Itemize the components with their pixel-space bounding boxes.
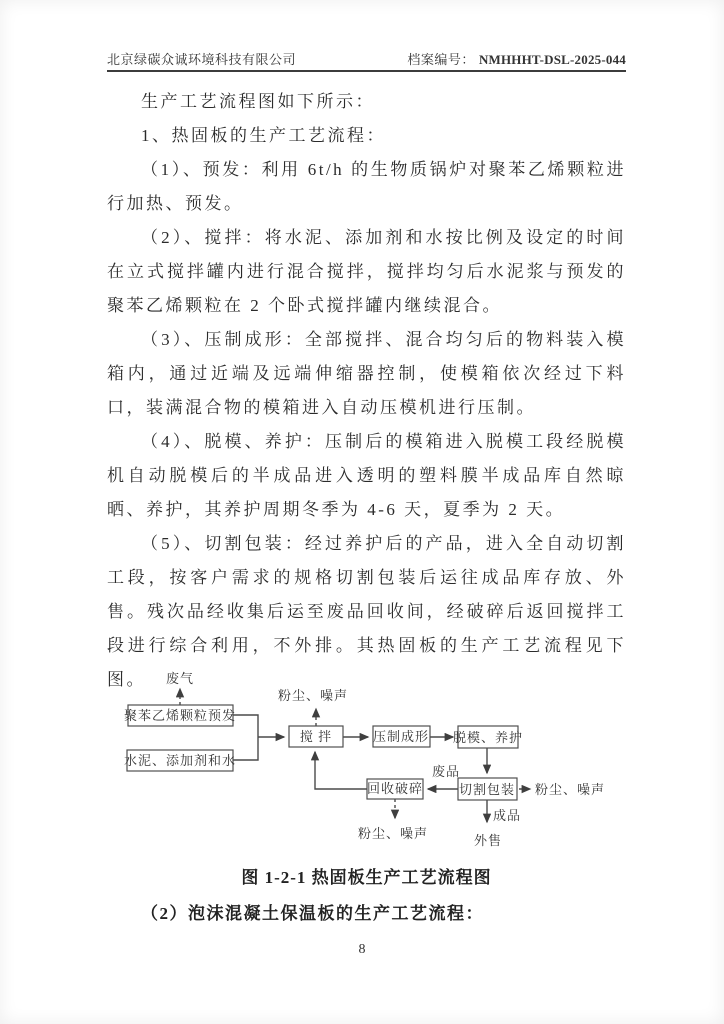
edge-inputs-merge — [233, 715, 258, 760]
body-text — [107, 85, 626, 697]
paragraph-intro: 生产工艺流程图如下所示： — [141, 92, 375, 111]
paragraph-section-1: 1、热固板的生产工艺流程： — [141, 126, 386, 145]
node-cutting — [458, 778, 517, 800]
company-name: 北京绿碳众诚环境科技有限公司 — [107, 52, 297, 67]
label-dust-noise-top: 粉尘、噪声 — [277, 688, 349, 703]
next-section-heading: （2）泡沫混凝土保温板的生产工艺流程： — [141, 904, 484, 923]
paragraph-step-1: （1）、预发：利用 6t/h 的生物质锅炉对聚苯乙烯颗粒进行加热、预发。 — [107, 160, 626, 213]
svg-text:聚苯乙烯颗粒预发: 聚苯乙烯颗粒预发 — [123, 708, 237, 723]
node-materials — [124, 750, 236, 771]
paragraph-step-3: （3）、压制成形：全部搅拌、混合均匀后的物料装入模箱内，通过近端及远端伸缩器控制，使模箱依次经过下料口，装满混合物的模箱进入自动压模机进行压制。 — [107, 330, 626, 417]
page-header — [107, 49, 626, 68]
label-waste-gas: 废气 — [165, 671, 195, 686]
node-demolding — [453, 726, 523, 748]
paragraph-step-5: （5）、切割包装：经过养护后的产品，进入全自动切割工段，按客户需求的规格切割包装后运往成品库存放、外售。残次品经收集后运至废品回收间，经破碎后返回搅拌工段进行综合利用，不外排。其热固板的生产工艺流程见下图。 — [107, 534, 626, 689]
header-divider — [107, 70, 626, 72]
label-scrap: 废品 — [431, 764, 461, 779]
svg-text:回收破碎: 回收破碎 — [366, 781, 424, 796]
label-dust-noise-right: 粉尘、噪声 — [535, 782, 606, 797]
svg-text:脱模、养护: 脱模、养护 — [452, 730, 524, 745]
paragraph-step-2: （2）、搅拌：将水泥、添加剂和水按比例及设定的时间在立式搅拌罐内进行混合搅拌，搅拌均匀后水泥浆与预发的聚苯乙烯颗粒在 2 个卧式搅拌罐内继续混合。 — [107, 228, 626, 315]
process-flowchart — [95, 655, 625, 855]
svg-text:压制成形: 压制成形 — [372, 729, 430, 744]
label-dust-noise-bottom: 粉尘、噪声 — [357, 826, 429, 841]
label-finished-product: 成品 — [493, 808, 522, 823]
node-recycling — [367, 779, 423, 799]
archive-number-value: NMHHHT-DSL-2025-044 — [478, 52, 626, 67]
archive-number-label: 档案编号： — [407, 52, 475, 67]
svg-text:水泥、添加剂和水: 水泥、添加剂和水 — [123, 753, 237, 768]
node-pressing — [373, 726, 430, 747]
archive-number — [407, 49, 626, 68]
node-mixing — [289, 726, 343, 747]
figure-caption: 图 1-2-1 热固板生产工艺流程图 — [241, 868, 492, 887]
node-pre-expansion — [124, 705, 236, 726]
svg-text:搅 拌: 搅 拌 — [299, 729, 333, 744]
paragraph-step-4: （4）、脱模、养护：压制后的模箱进入脱模工段经脱模机自动脱模后的半成品进入透明的塑料膜半成品库自然晾晒、养护，其养护周期冬季为 4-6 天，夏季为 2 天。 — [107, 432, 626, 519]
page-number: 8 — [358, 942, 366, 957]
edge-recycling-to-mixing — [315, 752, 367, 789]
svg-text:切割包装: 切割包装 — [458, 782, 516, 797]
label-sold: 外售 — [473, 833, 503, 848]
